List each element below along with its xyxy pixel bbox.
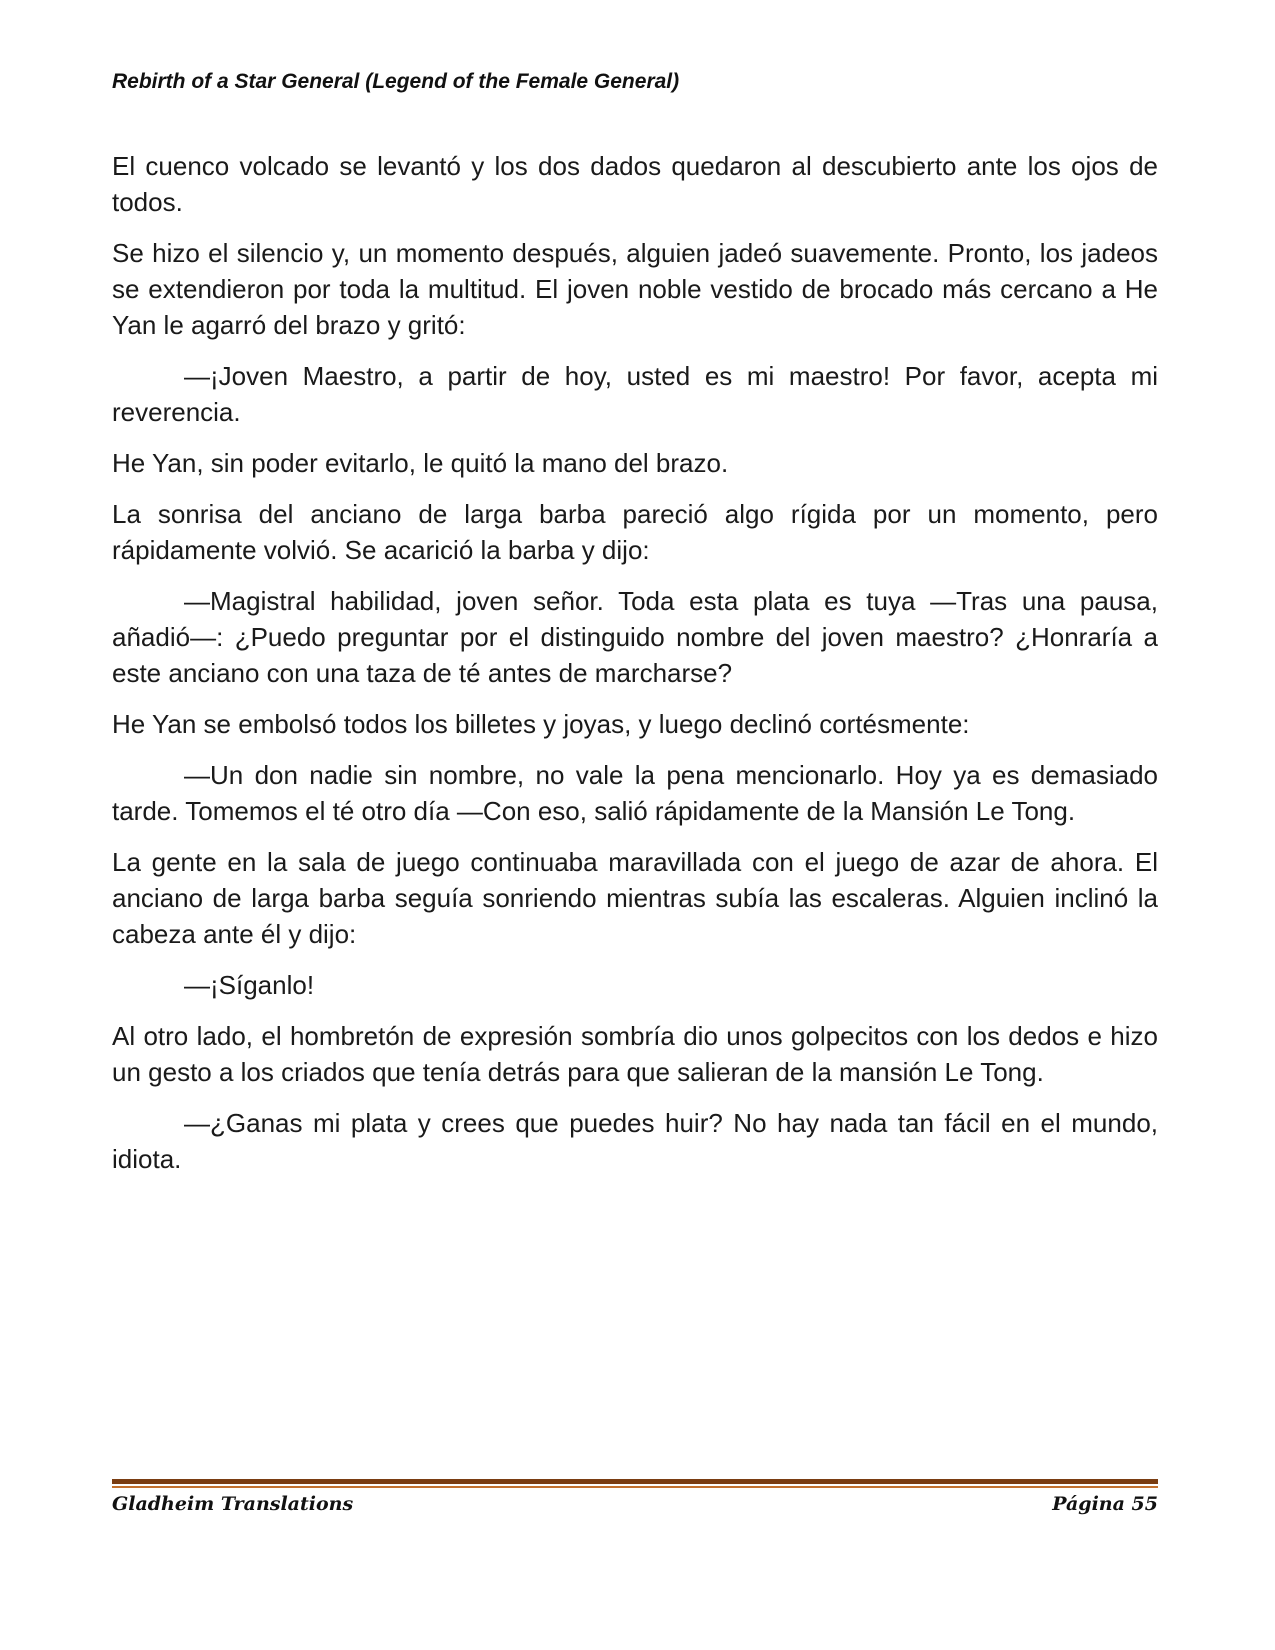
footer-divider-light [112,1486,1158,1488]
paragraph: He Yan se embolsó todos los billetes y joyas, y luego declinó cortésmente: [112,709,970,739]
paragraph: La sonrisa del anciano de larga barba pareció algo rígida por un momento, pero rápidamente volvió. Se acarició la barba y dijo: [112,499,1158,565]
dialogue-paragraph: —Magistral habilidad, joven señor. Toda esta plata es tuya —Tras una pausa, añadió—: ¿Puedo preguntar por el distinguido nombre del joven maestro? ¿Honraría a este anciano con una taza de té antes de marcharse? [112,586,1158,688]
dialogue-paragraph: —¡Síganlo! [184,970,315,1000]
paragraph: El cuenco volcado se levantó y los dos dados quedaron al descubierto ante los ojos de todos. [112,151,1158,217]
footer-divider-dark [112,1479,1158,1484]
paragraph: Al otro lado, el hombretón de expresión sombría dio unos golpecitos con los dedos e hizo un gesto a los criados que tenía detrás para que salieran de la mansión Le Tong. [112,1021,1158,1087]
paragraph: La gente en la sala de juego continuaba maravillada con el juego de azar de ahora. El anciano de larga barba seguía sonriendo mientras subía las escaleras. Alguien inclinó la cabeza ante él y dijo: [112,847,1158,949]
document-body [112,148,1158,1192]
footer-page-number: Página 55 [1052,1493,1158,1515]
page-header-title: Rebirth of a Star General (Legend of the Female General) [112,70,680,93]
footer-publisher: Gladheim Translations [112,1493,354,1515]
paragraph: He Yan, sin poder evitarlo, le quitó la mano del brazo. [112,448,729,478]
paragraph: Se hizo el silencio y, un momento después, alguien jadeó suavemente. Pronto, los jadeos se extendieron por toda la multitud. El joven noble vestido de brocado más cercano a He Yan le agarró del brazo y gritó: [112,238,1158,340]
dialogue-paragraph: —¿Ganas mi plata y crees que puedes huir? No hay nada tan fácil en el mundo, idiota. [112,1108,1158,1174]
dialogue-paragraph: —¡Joven Maestro, a partir de hoy, usted es mi maestro! Por favor, acepta mi reverencia. [112,361,1158,427]
dialogue-paragraph: —Un don nadie sin nombre, no vale la pena mencionarlo. Hoy ya es demasiado tarde. Tomemos el té otro día —Con eso, salió rápidamente de la Mansión Le Tong. [112,760,1158,826]
